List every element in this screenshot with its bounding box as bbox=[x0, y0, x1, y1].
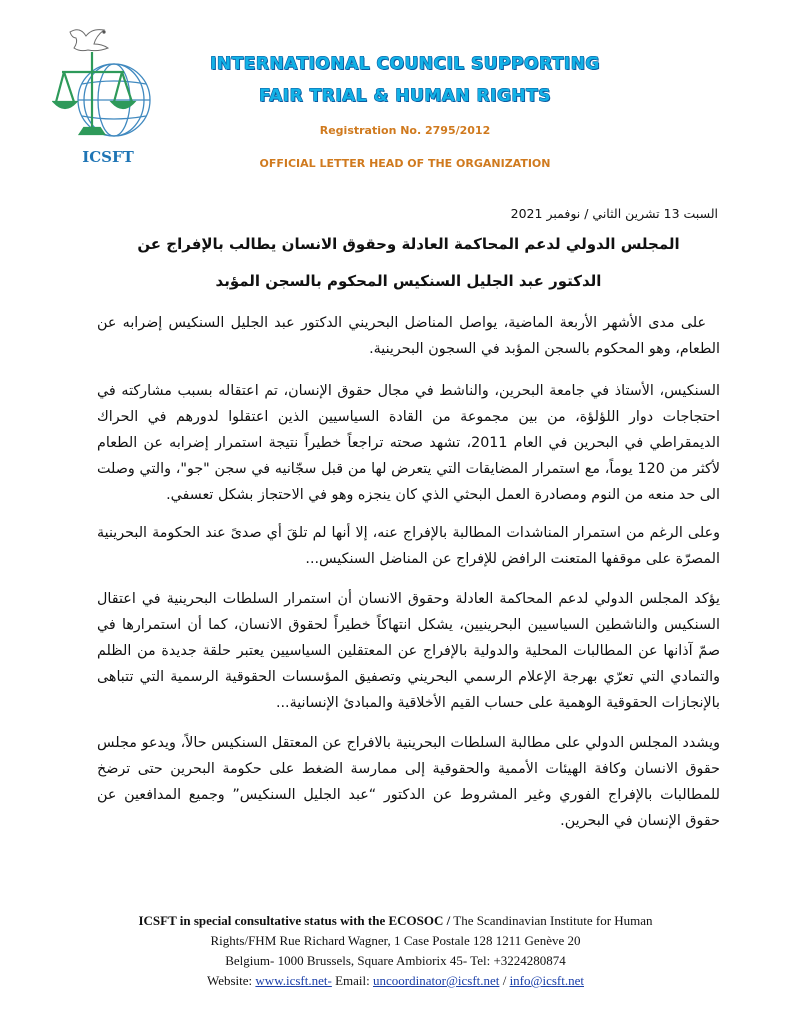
organization-name-line1: INTERNATIONAL COUNCIL SUPPORTING bbox=[210, 54, 600, 74]
paragraph-4: يؤكد المجلس الدولي لدعم المحاكمة العادلة وحقوق الانسان أن استمرار السلطات البحرينية في اعتقال السنكيس والناشطين السياسيين البحرينيين، يشكل انتهاكاً خطيراً لحقوق الانسان، كما أن استمرارها في صمّ آذانها عن المطالبات المحلية والدولية بالإفراج عن المعتقلين السياسيين يعتبر حلقة جديدة من الظلم والتمادي التي تعرّي بهرجة الإعلام الرسمي البحريني وتصفيق المؤسسات الحقوقية الرسمية التي تتباهى بالإنجازات الحقوقية الوهمية على حساب القيم الأخلاقية والمبادئ الإنسانية... bbox=[97, 591, 720, 711]
footer-consultative-line bbox=[60, 911, 731, 931]
paragraph-5: ويشدد المجلس الدولي على مطالبة السلطات البحرينية بالافراج عن المعتقل السنكيس حالاً، ويدعو مجلس حقوق الانسان وكافة الهيئات الأممية والحقوقية إلى ممارسة الضغط على حكومة البحرين حتى ترضخ للمطالبات بالإفراج الفوري وغير المشروط عن الدكتور “عبد الجليل السنكيس” وجميع المدافعين عن حقوق الإنسان في البحرين. bbox=[97, 735, 720, 829]
organization-logo bbox=[52, 22, 164, 172]
footer-address-line1: Rights/FHM Rue Richard Wagner, 1 Case Postale 128 1211 Genève 20 bbox=[210, 933, 581, 948]
letter-body bbox=[97, 206, 720, 834]
website-label: Website: bbox=[207, 973, 256, 988]
organization-name-line2: FAIR TRIAL & HUMAN RIGHTS bbox=[258, 86, 551, 106]
footer bbox=[60, 911, 731, 991]
footer-address-line2: Belgium- 1000 Brussels, Square Ambiorix 45- Tel: +3224280874 bbox=[225, 953, 566, 968]
email-link-info[interactable]: info@icsft.net bbox=[509, 973, 584, 988]
paragraph-3: وعلى الرغم من استمرار المناشدات المطالبة بالإفراج عنه، إلا أنها لم تلقَ أي صدىً عند الحكومة البحرينية المصرّة على موقفها المتعنت الرافض للإفراج عن المناضل السنكيس... bbox=[97, 525, 720, 567]
dove-scale-globe-icon bbox=[52, 22, 164, 148]
paragraph-1: على مدى الأشهر الأربعة الماضية، يواصل المناضل البحريني الدكتور عبد الجليل السنكيس إضرابه عن الطعام، وهو المحكوم بالسجن المؤبد في السجون البحرينية. bbox=[97, 315, 720, 357]
footer-consultative-rest: The Scandinavian Institute for Human bbox=[450, 913, 653, 928]
logo-text: ICSFT bbox=[82, 148, 134, 166]
email-separator: / bbox=[499, 973, 510, 988]
letter-date: السبت 13 تشرين الثاني / نوفمبر 2021 bbox=[510, 206, 718, 221]
paragraph-2: السنكيس، الأستاذ في جامعة البحرين، والناشط في مجال حقوق الإنسان، تم اعتقاله بسبب مشاركته في احتجاجات دوار اللؤلؤة، من بين مجموعة من القادة السياسيين الذين اعتقلوا لدورهم في الحراك الديمقراطي في البحرين في العام 2011، تشهد صحته تراجعاً خطيراً نتيجة استمرار إضرابه عن الطعام لأكثر من 120 يوماً، مع استمرار المضايقات التي يتعرض لها من قبل سجّانيه في سجن "جو"، والتي وصلت الى حد منعه من النوم ومصادرة العمل البحثي الذي كان ينجزه وهو في الاحتجاز بشكل تعسفي. bbox=[97, 383, 720, 503]
letter-title-line2: الدكتور عبد الجليل السنكيس المحكوم بالسجن المؤبد bbox=[215, 272, 602, 290]
letter-title-line1: المجلس الدولي لدعم المحاكمة العادلة وحقوق الانسان يطالب بالإفراج عن bbox=[137, 235, 680, 253]
letterhead-caption: OFFICIAL LETTER HEAD OF THE ORGANIZATION bbox=[259, 157, 551, 170]
website-link[interactable]: www.icsft.net- bbox=[255, 973, 332, 988]
registration-number: Registration No. 2795/2012 bbox=[319, 124, 491, 137]
email-label: Email: bbox=[331, 973, 374, 988]
email-link-coordinator[interactable]: uncoordinator@icsft.net bbox=[373, 973, 500, 988]
footer-consultative-bold: ICSFT in special consultative status with the ECOSOC / bbox=[138, 913, 451, 928]
footer-contact-line bbox=[60, 971, 731, 991]
